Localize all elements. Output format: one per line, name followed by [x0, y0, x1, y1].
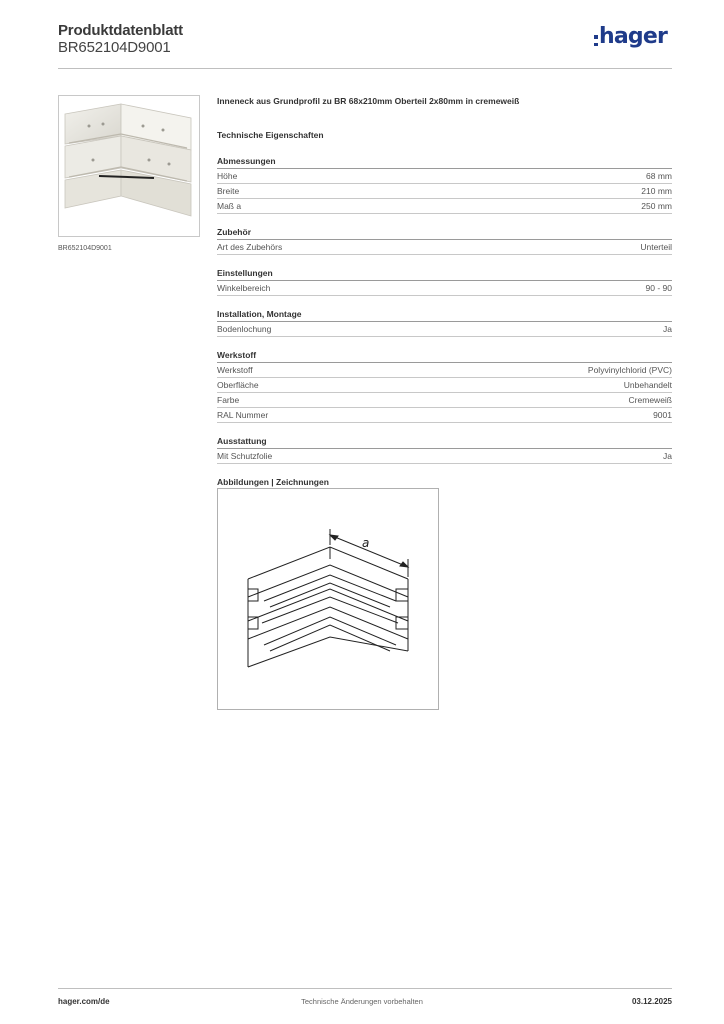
property-group: [217, 227, 672, 255]
property-label: RAL Nummer: [217, 410, 269, 420]
property-row: [217, 199, 672, 214]
property-value: Ja: [663, 451, 672, 461]
technical-drawing: [217, 488, 439, 710]
property-value: 68 mm: [646, 171, 672, 181]
property-value: 210 mm: [641, 186, 672, 196]
property-label: Winkelbereich: [217, 283, 271, 293]
property-row: [217, 240, 672, 255]
property-group: [217, 268, 672, 296]
property-value: Ja: [663, 324, 672, 334]
group-title: Installation, Montage: [217, 309, 672, 322]
tech-heading: Technische Eigenschaften: [217, 130, 324, 140]
property-row: [217, 281, 672, 296]
property-row: [217, 393, 672, 408]
group-title: Abmessungen: [217, 156, 672, 169]
property-value: Unbehandelt: [623, 380, 672, 390]
product-photo-image: [59, 96, 199, 236]
property-row: [217, 449, 672, 464]
logo-text: hager: [599, 24, 668, 49]
property-value: Cremeweiß: [628, 395, 672, 405]
corner-drawing: [218, 489, 438, 709]
page-title: Produktdatenblatt: [58, 22, 183, 39]
footer-divider: [58, 988, 672, 989]
property-label: Werkstoff: [217, 365, 253, 375]
footer-website-link[interactable]: hager.com/de: [58, 997, 110, 1006]
property-group: [217, 156, 672, 214]
property-label: Bodenlochung: [217, 324, 272, 334]
property-value: Unterteil: [640, 242, 672, 252]
property-row: [217, 169, 672, 184]
dimension-a-label: a: [362, 536, 370, 550]
property-label: Mit Schutzfolie: [217, 451, 273, 461]
property-groups: [217, 156, 672, 464]
product-description: Inneneck aus Grundprofil zu BR 68x210mm Oberteil 2x80mm in cremeweiß: [217, 96, 520, 106]
footer-disclaimer: Technische Änderungen vorbehalten: [301, 997, 423, 1006]
property-row: [217, 322, 672, 337]
property-label: Art des Zubehörs: [217, 242, 283, 252]
property-group: [217, 436, 672, 464]
property-label: Farbe: [217, 395, 240, 405]
photo-caption: BR652104D9001: [58, 245, 112, 252]
footer-date: 03.12.2025: [631, 997, 672, 1006]
property-row: [217, 184, 672, 199]
property-group: [217, 309, 672, 337]
header-divider: [58, 68, 672, 69]
property-label: Breite: [217, 186, 240, 196]
property-value: Polyvinylchlorid (PVC): [587, 365, 672, 375]
property-label: Höhe: [217, 171, 238, 181]
product-photo: [58, 95, 200, 237]
group-title: Werkstoff: [217, 350, 672, 363]
product-code: BR652104D9001: [58, 39, 171, 56]
property-value: 90 - 90: [645, 283, 672, 293]
property-group: [217, 350, 672, 423]
content-column: [217, 96, 672, 487]
property-row: [217, 378, 672, 393]
group-title: Einstellungen: [217, 268, 672, 281]
hager-logo[interactable]: [594, 24, 674, 57]
group-title: Zubehör: [217, 227, 672, 240]
drawings-heading: Abbildungen | Zeichnungen: [217, 477, 329, 487]
property-value: 250 mm: [641, 201, 672, 211]
property-row: [217, 408, 672, 423]
group-title: Ausstattung: [217, 436, 672, 449]
property-row: [217, 363, 672, 378]
logo-colon-icon: [594, 35, 598, 47]
property-label: Maß a: [217, 201, 242, 211]
property-label: Oberfläche: [217, 380, 259, 390]
property-value: 9001: [653, 410, 672, 420]
